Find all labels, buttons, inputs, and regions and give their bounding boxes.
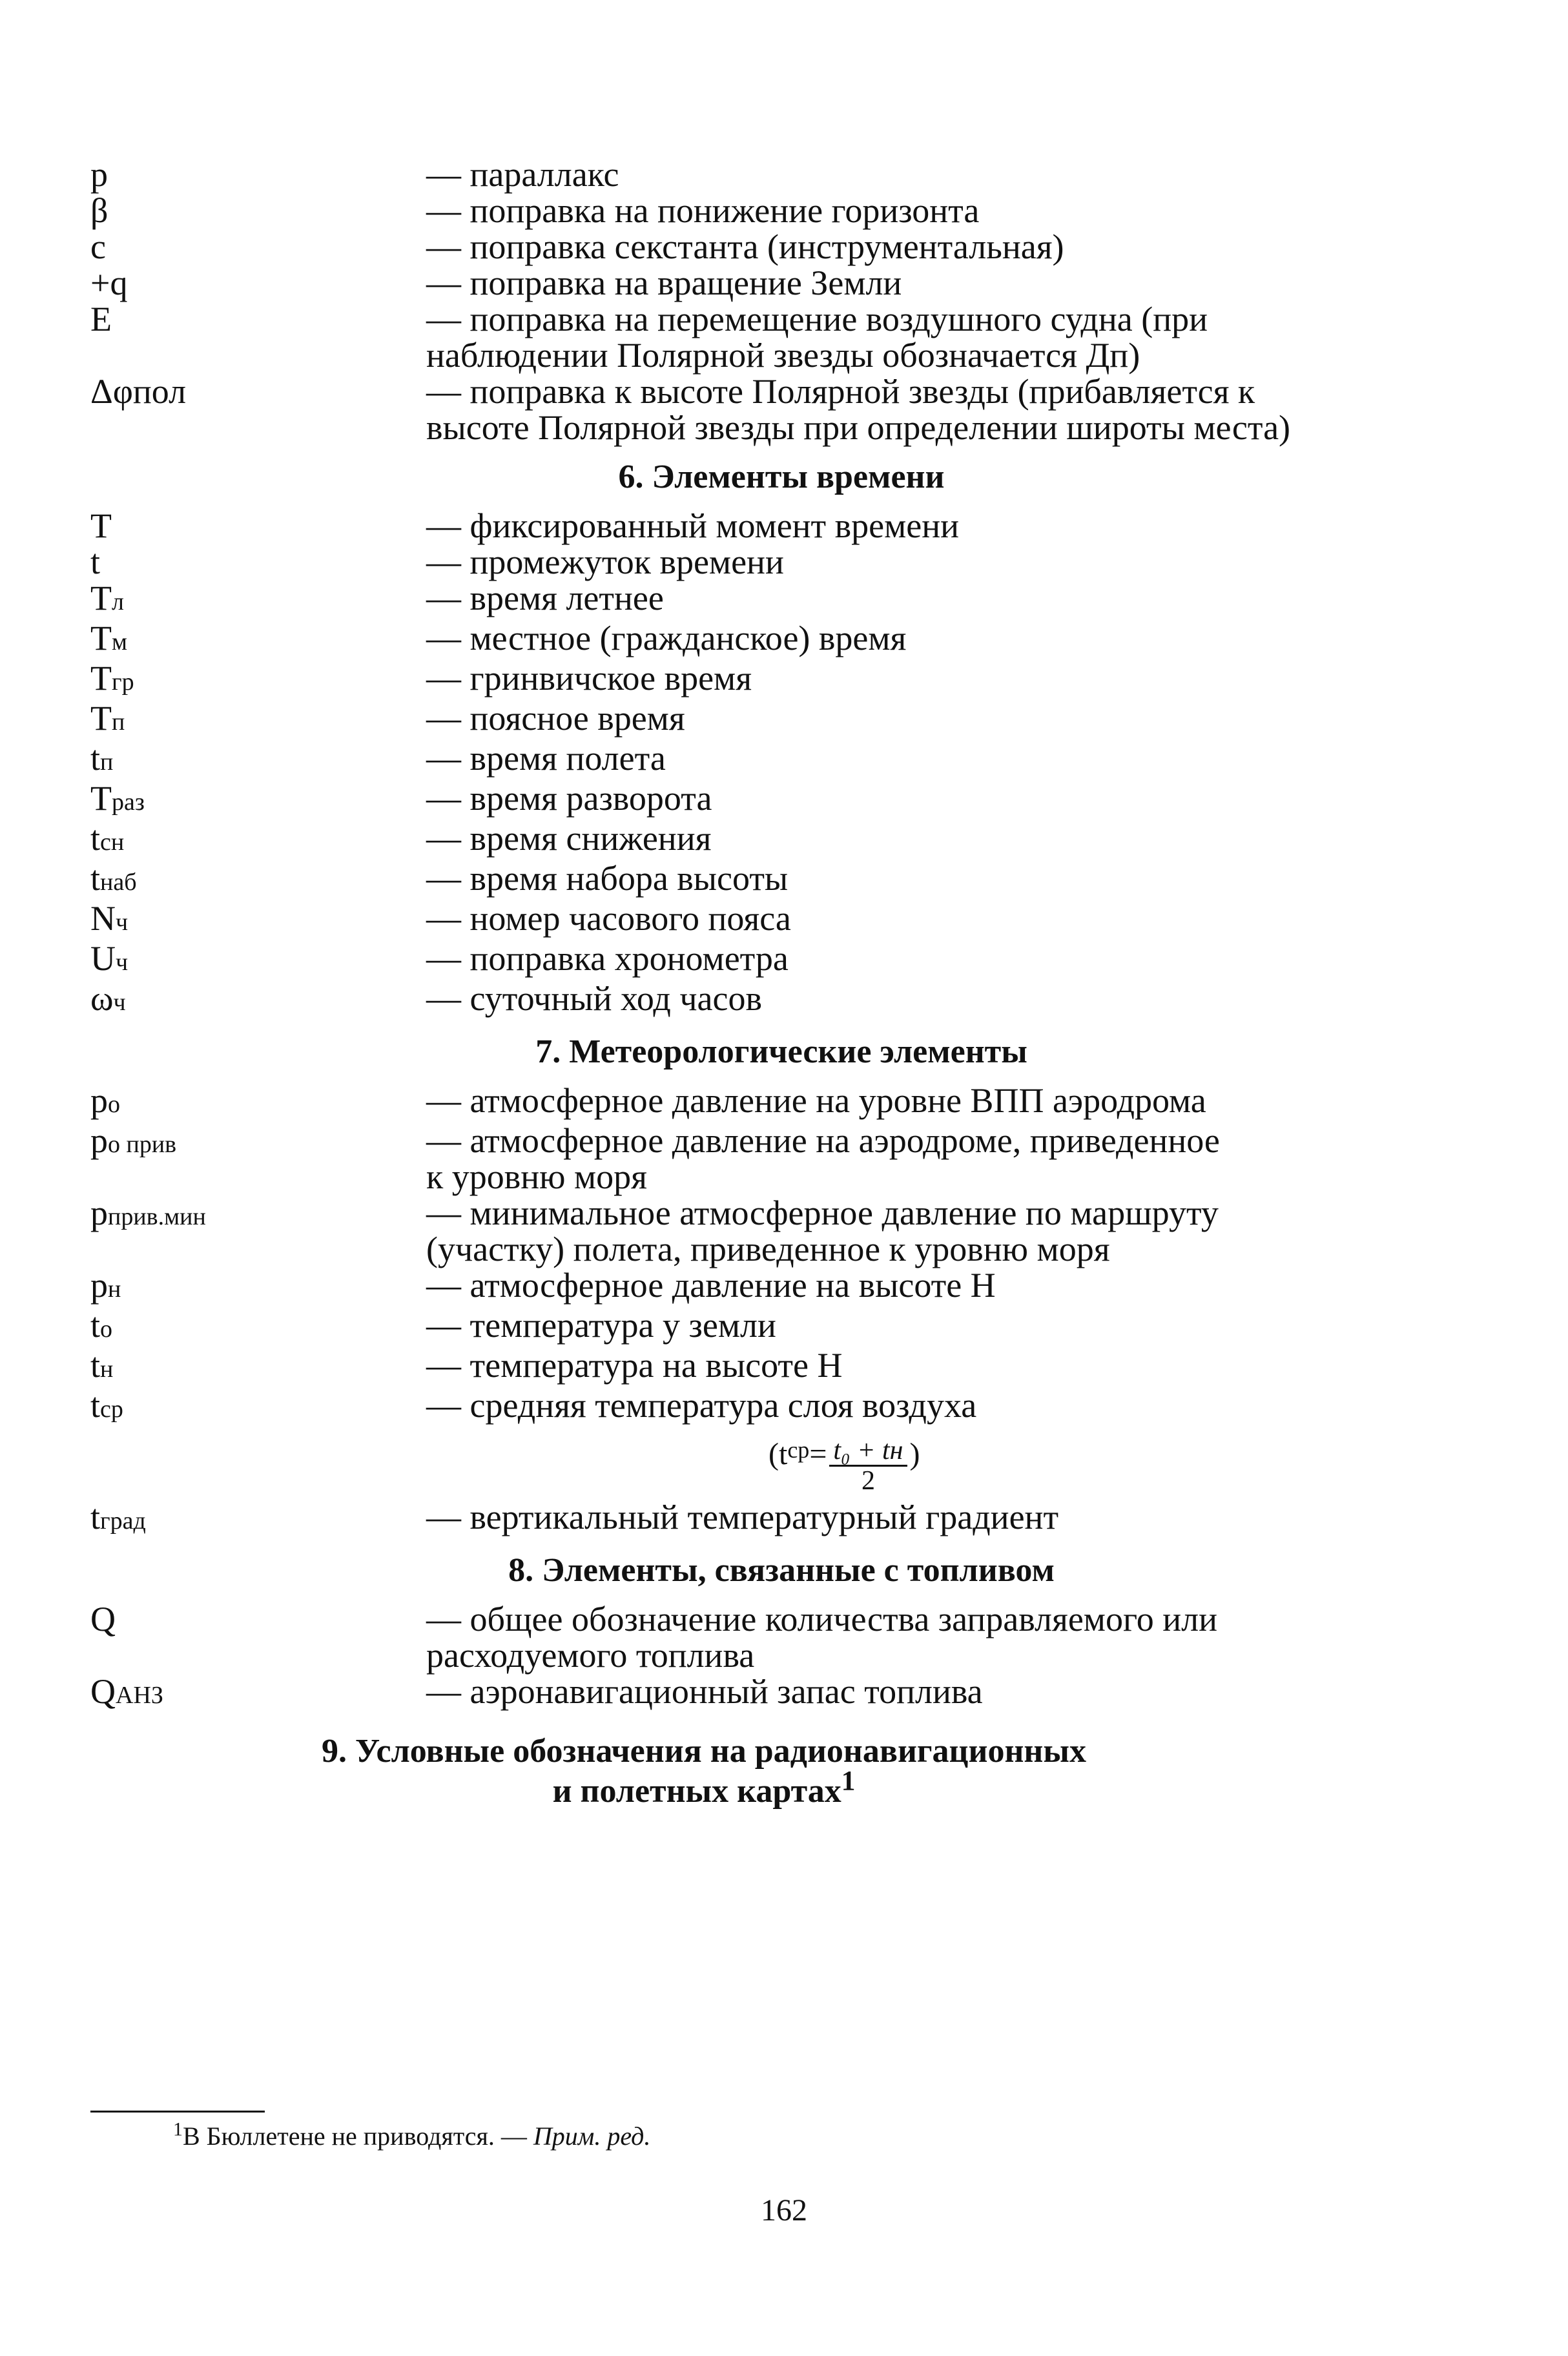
symbol-subscript: н xyxy=(108,1276,121,1303)
symbol-main: E xyxy=(90,300,112,338)
section-7-rows xyxy=(90,1082,1317,1427)
glossary-row xyxy=(90,580,1317,620)
description-line: — температура на высоте Н xyxy=(426,1346,843,1385)
glossary-row xyxy=(90,229,1317,265)
symbol xyxy=(90,229,426,265)
section-9-title-line1: 9. Условные обозначения на радионавигационных xyxy=(322,1733,1086,1770)
description-line: — минимальное атмосферное давление по маршруту xyxy=(426,1194,1219,1232)
symbol-subscript: п xyxy=(112,708,125,736)
symbol-main: t xyxy=(90,1346,101,1385)
symbol xyxy=(90,544,426,580)
description-line: — время разворота xyxy=(426,779,712,818)
section-9-title-line2-wrap xyxy=(90,1765,1317,1812)
footnote-note: Прим. ред. xyxy=(533,2122,651,2151)
formula-left-sub: ср xyxy=(787,1437,810,1463)
description-line: — общее обозначение количества заправляемого или xyxy=(426,1600,1218,1638)
symbol xyxy=(90,980,426,1020)
symbol-subscript: o xyxy=(100,1316,113,1343)
description-line: — время снижения xyxy=(426,819,712,858)
symbol xyxy=(90,780,426,820)
formula-eq: = xyxy=(809,1437,827,1471)
symbol-main: T xyxy=(90,779,112,818)
glossary-row xyxy=(90,1601,1317,1673)
description-line: — температура у земли xyxy=(426,1306,776,1345)
description xyxy=(426,156,1317,192)
description xyxy=(426,580,1317,616)
glossary-row xyxy=(90,1387,1317,1427)
formula-fraction xyxy=(829,1436,907,1495)
glossary-row xyxy=(90,1267,1317,1307)
description xyxy=(426,1499,1317,1535)
symbol-main: Q xyxy=(90,1600,116,1638)
section-9-title xyxy=(90,1731,1317,1812)
description xyxy=(426,265,1317,301)
symbol-main: T xyxy=(90,699,112,738)
description-line: — атмосферное давление на высоте Н xyxy=(426,1266,996,1305)
symbol-main: Q xyxy=(90,1672,116,1711)
section-8-title: 8. Элементы, связанные с топливом xyxy=(508,1552,1055,1589)
description-line: — поправка на перемещение воздушного судна (при xyxy=(426,300,1208,338)
description-line: высоте Полярной звезды при определении широты места) xyxy=(426,408,1291,447)
description-line: — поправка на вращение Земли xyxy=(426,264,902,302)
page-number: 162 xyxy=(761,2193,807,2227)
section-5-rows xyxy=(90,156,1317,446)
symbol-main: t xyxy=(90,1306,101,1345)
description xyxy=(426,192,1317,229)
description-line: — время летнее xyxy=(426,579,664,617)
description-line: — поясное время xyxy=(426,699,685,738)
symbol xyxy=(90,508,426,544)
symbol-main: +q xyxy=(90,264,128,302)
symbol xyxy=(90,1082,426,1122)
description xyxy=(426,1347,1317,1383)
symbol-main: t xyxy=(90,739,101,778)
symbol xyxy=(90,1122,426,1162)
section-8-rows xyxy=(90,1601,1317,1713)
description xyxy=(426,1195,1317,1267)
mean-temperature-formula xyxy=(90,1436,1317,1495)
symbol-main: p xyxy=(90,155,108,194)
description xyxy=(426,229,1317,265)
symbol-subscript: п xyxy=(100,749,114,776)
description-line: — местное (гражданское) время xyxy=(426,619,907,657)
symbol-subscript: ч xyxy=(113,989,126,1016)
description xyxy=(426,508,1317,544)
symbol-subscript: раз xyxy=(112,789,145,816)
symbol-main: t xyxy=(90,542,101,581)
symbol-main: T xyxy=(90,579,112,617)
description xyxy=(426,1673,1317,1710)
glossary-row xyxy=(90,373,1317,446)
glossary-row xyxy=(90,980,1317,1020)
symbol xyxy=(90,820,426,860)
symbol-subscript: град xyxy=(100,1507,146,1534)
glossary-row xyxy=(90,1673,1317,1713)
symbol-main: N xyxy=(90,899,116,938)
description xyxy=(426,860,1317,896)
description xyxy=(426,1267,1317,1303)
symbol xyxy=(90,1387,426,1427)
description xyxy=(426,780,1317,816)
formula-numerator: t₀ + tн xyxy=(829,1436,907,1467)
symbol xyxy=(90,1673,426,1713)
symbol xyxy=(90,940,426,980)
glossary-row xyxy=(90,1499,1317,1539)
description xyxy=(426,700,1317,736)
symbol-main: t xyxy=(90,859,101,898)
symbol-main: ω xyxy=(90,979,114,1018)
symbol xyxy=(90,1195,426,1235)
footnote xyxy=(173,2118,651,2152)
glossary-row xyxy=(90,265,1317,301)
symbol xyxy=(90,860,426,900)
glossary-row xyxy=(90,1122,1317,1195)
description xyxy=(426,940,1317,976)
glossary-row xyxy=(90,740,1317,780)
symbol-subscript: ср xyxy=(100,1396,123,1423)
description xyxy=(426,620,1317,656)
symbol-main: t xyxy=(90,1386,101,1425)
formula-left: (t xyxy=(769,1437,788,1471)
symbol xyxy=(90,620,426,660)
symbol xyxy=(90,301,426,337)
footnote-marker: 1 xyxy=(173,2118,183,2140)
description xyxy=(426,660,1317,696)
section-9-title-line2: и полетных картах xyxy=(552,1773,841,1810)
description xyxy=(426,373,1317,446)
symbol-main: T xyxy=(90,506,112,545)
footnote-text: В Бюллетене не приводятся. — xyxy=(183,2122,533,2151)
glossary-row xyxy=(90,1195,1317,1267)
symbol-subscript: сн xyxy=(100,829,125,856)
footnote-divider xyxy=(90,2111,265,2113)
symbol xyxy=(90,156,426,192)
description-line: — время набора высоты xyxy=(426,859,789,898)
symbol xyxy=(90,700,426,740)
description-line: — промежуток времени xyxy=(426,542,784,581)
symbol xyxy=(90,192,426,229)
glossary-row xyxy=(90,620,1317,660)
symbol-subscript: o xyxy=(108,1091,120,1118)
symbol-subscript: л xyxy=(112,588,124,615)
symbol xyxy=(90,1267,426,1307)
description xyxy=(426,301,1317,373)
glossary-row xyxy=(90,544,1317,580)
glossary-row xyxy=(90,156,1317,192)
description-line: — номер часового пояса xyxy=(426,899,791,938)
description-line: — фиксированный момент времени xyxy=(426,506,960,545)
glossary-row xyxy=(90,820,1317,860)
glossary-body xyxy=(90,156,1317,1822)
symbol-main: t xyxy=(90,819,101,858)
symbol-subscript: м xyxy=(112,628,128,656)
description xyxy=(426,544,1317,580)
section-6-rows xyxy=(90,508,1317,1020)
symbol-subscript: o прив xyxy=(108,1131,177,1158)
symbol-main: p xyxy=(90,1194,108,1232)
description xyxy=(426,1122,1317,1195)
symbol xyxy=(90,373,426,409)
symbol-main: p xyxy=(90,1266,108,1305)
description xyxy=(426,1387,1317,1423)
symbol xyxy=(90,1499,426,1539)
symbol-main: p xyxy=(90,1081,108,1120)
glossary-row xyxy=(90,780,1317,820)
symbol-subscript: наб xyxy=(100,869,137,896)
symbol xyxy=(90,740,426,780)
glossary-row xyxy=(90,192,1317,229)
symbol-main: t xyxy=(90,1498,101,1536)
symbol-subscript: прив.мин xyxy=(108,1203,206,1230)
description-line: — параллакс xyxy=(426,155,619,194)
description-line: — поправка на понижение горизонта xyxy=(426,191,980,230)
description xyxy=(426,900,1317,936)
description-line: — поправка хронометра xyxy=(426,939,789,978)
description-line: (участку) полета, приведенное к уровню моря xyxy=(426,1230,1110,1268)
glossary-row xyxy=(90,508,1317,544)
symbol-main: T xyxy=(90,619,112,657)
description-line: — вертикальный температурный градиент xyxy=(426,1498,1059,1536)
symbol xyxy=(90,1307,426,1347)
symbol-subscript: АНЗ xyxy=(116,1682,163,1709)
section-6-title: 6. Элементы времени xyxy=(618,459,945,495)
description-line: — время полета xyxy=(426,739,666,778)
description-line: — аэронавигационный запас топлива xyxy=(426,1672,983,1711)
description-line: — поправка секстанта (инструментальная) xyxy=(426,227,1064,266)
glossary-row xyxy=(90,700,1317,740)
section-7-title: 7. Метеорологические элементы xyxy=(535,1033,1027,1070)
glossary-row xyxy=(90,301,1317,373)
description xyxy=(426,820,1317,856)
section-9-footnote-marker: 1 xyxy=(841,1765,856,1797)
symbol-main: U xyxy=(90,939,116,978)
symbol xyxy=(90,900,426,940)
formula-right: ) xyxy=(909,1437,920,1471)
symbol xyxy=(90,580,426,620)
symbol xyxy=(90,265,426,301)
symbol-subscript: н xyxy=(100,1356,114,1383)
description-line: — гринвичское время xyxy=(426,659,752,698)
glossary-row xyxy=(90,940,1317,980)
symbol-main: Δφпол xyxy=(90,372,187,411)
symbol-main: p xyxy=(90,1121,108,1160)
section-7-rows-after xyxy=(90,1499,1317,1539)
symbol xyxy=(90,660,426,700)
description-line: — суточный ход часов xyxy=(426,979,762,1018)
glossary-row xyxy=(90,660,1317,700)
description-line: — поправка к высоте Полярной звезды (прибавляется к xyxy=(426,372,1255,411)
description-line: к уровню моря xyxy=(426,1157,647,1196)
symbol xyxy=(90,1347,426,1387)
glossary-row xyxy=(90,1347,1317,1387)
description xyxy=(426,1307,1317,1343)
symbol-main: β xyxy=(90,191,108,230)
description-line: наблюдении Полярной звезды обозначается Дп) xyxy=(426,336,1140,375)
symbol-subscript: ч xyxy=(116,909,129,936)
description-line: расходуемого топлива xyxy=(426,1636,755,1675)
glossary-row xyxy=(90,900,1317,940)
symbol xyxy=(90,1601,426,1637)
description xyxy=(426,980,1317,1017)
description xyxy=(426,740,1317,776)
description-line: — атмосферное давление на уровне ВПП аэродрома xyxy=(426,1081,1206,1120)
glossary-row xyxy=(90,1307,1317,1347)
symbol-main: c xyxy=(90,227,106,266)
description-line: — атмосферное давление на аэродроме, приведенное xyxy=(426,1121,1220,1160)
glossary-row xyxy=(90,1082,1317,1122)
formula-denominator: 2 xyxy=(861,1466,875,1496)
description xyxy=(426,1601,1317,1673)
description-line: — средняя температура слоя воздуха xyxy=(426,1386,977,1425)
symbol-main: T xyxy=(90,659,112,698)
symbol-subscript: гр xyxy=(112,668,134,696)
symbol-subscript: ч xyxy=(116,949,129,976)
description xyxy=(426,1082,1317,1119)
glossary-row xyxy=(90,860,1317,900)
